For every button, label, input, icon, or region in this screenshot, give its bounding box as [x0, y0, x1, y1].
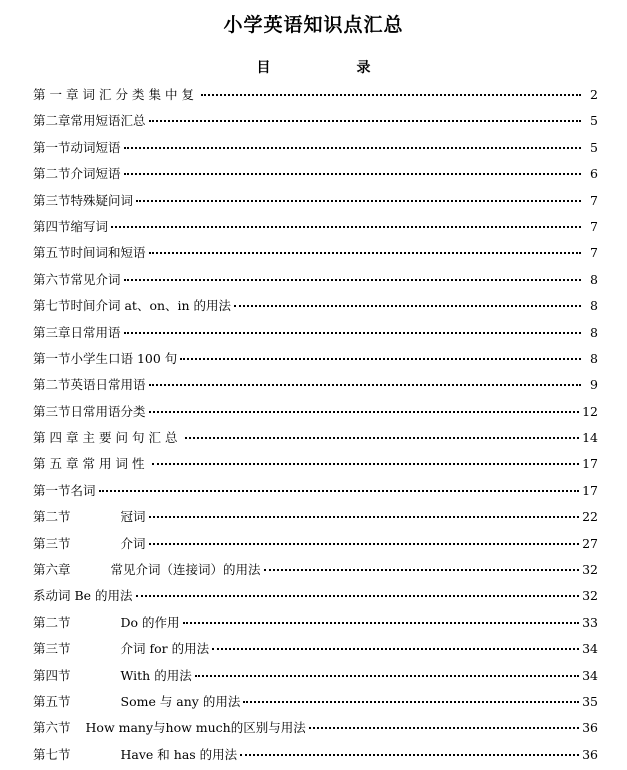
toc-entry-label [33, 82, 198, 108]
toc-entry-label-main: 第三章日常用语 [33, 324, 121, 340]
toc-entry-page-number: 32 [582, 588, 598, 604]
toc-entry-label [33, 610, 180, 636]
toc-dot-leader [201, 94, 581, 96]
toc-dot-leader [309, 727, 579, 729]
toc-entry[interactable] [33, 320, 598, 346]
toc-entry-label [33, 742, 237, 768]
toc-entry-label-main: 第二节英语日常用语 [33, 377, 146, 393]
toc-entry-label [33, 531, 146, 557]
toc-entry[interactable] [33, 742, 598, 768]
toc-entry-label-main: 第四章主要问句汇总 [33, 430, 182, 446]
toc-dot-leader [149, 543, 580, 545]
toc-entry[interactable] [33, 135, 598, 161]
toc-entry-label-main: 第五节时间词和短语 [33, 245, 146, 261]
toc-entry-label-main: 第三节 [33, 641, 71, 657]
toc-dot-leader [234, 305, 581, 307]
toc-entry-page-number: 8 [590, 324, 598, 340]
toc-entry[interactable] [33, 583, 598, 609]
toc-entry-page-number: 33 [582, 614, 598, 630]
toc-entry[interactable] [33, 188, 598, 214]
toc-entry-page-number: 12 [582, 403, 598, 419]
toc-entry[interactable] [33, 214, 598, 240]
toc-entry[interactable] [33, 715, 598, 741]
toc-dot-leader [243, 701, 579, 703]
toc-entry-label [33, 636, 209, 662]
toc-entry-page-number: 14 [582, 430, 598, 446]
toc-entry-label-main: 第七节 [33, 746, 71, 762]
toc-entry-label-main: 第二章常用短语汇总 [33, 113, 146, 129]
toc-dot-leader [136, 200, 581, 202]
toc-entry[interactable] [33, 425, 598, 451]
toc-entry-label-sub: 冠词 [120, 509, 146, 525]
toc-dot-leader [149, 516, 580, 518]
toc-entry[interactable] [33, 161, 598, 187]
toc-entry-label [33, 108, 146, 134]
document-title: 小学英语知识点汇总 [223, 14, 404, 36]
toc-dot-leader [149, 411, 580, 413]
toc-dot-leader [124, 147, 581, 149]
toc-entry-page-number: 7 [590, 218, 598, 234]
toc-entry-label-main: 第五章常用词性 [33, 456, 149, 472]
toc-heading: 目录 [256, 60, 457, 76]
toc-entry-label-main: 第一节动词短语 [33, 139, 121, 155]
toc-entry-label [33, 188, 133, 214]
toc-entry-page-number: 8 [590, 271, 598, 287]
toc-entry-label [33, 346, 177, 372]
toc-entry-page-number: 5 [590, 113, 598, 129]
toc-entry[interactable] [33, 663, 598, 689]
toc-entry-label [33, 372, 146, 398]
toc-entry-label-main: 第六节常见介词 [33, 271, 121, 287]
toc-entry-page-number: 34 [582, 667, 598, 683]
toc-entry-label-main: 第七节时间介词 at、on、in 的用法 [33, 298, 232, 314]
toc-entry-page-number: 27 [582, 535, 598, 551]
toc-entry-page-number: 6 [590, 166, 598, 182]
toc-entry-label-main: 第二节 [33, 614, 71, 630]
toc-dot-leader [149, 252, 581, 254]
toc-entry-label-main: 第三节特殊疑问词 [33, 192, 134, 208]
toc-dot-leader [124, 173, 581, 175]
toc-entry-label-main: 第二节 [33, 509, 71, 525]
toc-entry[interactable] [33, 557, 598, 583]
toc-entry[interactable] [33, 372, 598, 398]
toc-entry-page-number: 2 [590, 87, 598, 102]
toc-entry-label [33, 399, 146, 425]
toc-entry-label-main: 第一节小学生口语 100 句 [33, 350, 178, 366]
toc-entry-label [33, 135, 121, 161]
toc-entry-page-number: 9 [590, 377, 598, 393]
toc-entry[interactable] [33, 504, 598, 530]
toc-entry[interactable] [33, 451, 598, 477]
toc-entry[interactable] [33, 346, 598, 372]
toc-entry-page-number: 5 [590, 139, 598, 155]
toc-entry-label-main: 第六节 [33, 720, 71, 736]
toc-entry-page-number: 17 [582, 456, 598, 472]
toc-entry-page-number: 17 [582, 482, 598, 498]
toc-entry-label-main: 第一节名词 [33, 482, 96, 498]
toc-entry-label-main: 第二节介词短语 [33, 166, 121, 182]
toc-entry-page-number: 35 [582, 693, 598, 709]
toc-entry-label [33, 451, 149, 477]
toc-entry-label [33, 557, 261, 583]
toc-dot-leader [99, 490, 580, 492]
toc-entry[interactable] [33, 240, 598, 266]
toc-entry-page-number: 7 [590, 245, 598, 261]
toc-entry-label [33, 583, 133, 609]
toc-entry-page-number: 7 [590, 192, 598, 208]
toc-entry-page-number: 22 [582, 509, 598, 525]
toc-entry[interactable] [33, 478, 598, 504]
toc-entry-label [33, 240, 146, 266]
toc-entry-label-sub: 介词 [120, 535, 146, 551]
toc-dot-leader [185, 437, 580, 439]
toc-dot-leader [149, 120, 581, 122]
toc-entry[interactable] [33, 293, 598, 319]
toc-entry-label-main: 第五节 [33, 693, 71, 709]
toc-dot-leader [152, 463, 580, 465]
toc-entry-page-number: 36 [582, 720, 598, 736]
toc-dot-leader [149, 384, 581, 386]
toc-entry-label-main: 第六章 [33, 562, 71, 578]
toc-dot-leader [180, 358, 581, 360]
toc-entry-label [33, 267, 121, 293]
toc-dot-leader [195, 675, 579, 677]
toc-entry-label-sub: Some 与 any 的用法 [120, 693, 241, 709]
toc-entry-label [33, 161, 121, 187]
toc-entry-label [33, 320, 121, 346]
toc-dot-leader [183, 622, 580, 624]
toc-entry-label-main: 系动词 Be 的用法 [33, 588, 133, 604]
toc-entry-label-main: 第四节缩写词 [33, 218, 109, 234]
toc-entry-label [33, 478, 96, 504]
toc-entry-label-sub: How many与how much的区别与用法 [85, 720, 306, 736]
table-of-contents [33, 82, 598, 768]
toc-dot-leader [111, 226, 581, 228]
toc-entry[interactable] [33, 108, 598, 134]
toc-entry-label [33, 214, 108, 240]
toc-entry[interactable] [33, 267, 598, 293]
toc-entry-label-sub: 常见介词（连接词）的用法 [110, 562, 261, 578]
toc-dot-leader [124, 332, 581, 334]
toc-entry-page-number: 32 [582, 562, 598, 578]
toc-entry-label-sub: Have 和 has 的用法 [120, 746, 238, 762]
toc-dot-leader [240, 754, 579, 756]
toc-entry[interactable] [33, 531, 598, 557]
toc-dot-leader [136, 595, 580, 597]
toc-dot-leader [264, 569, 580, 571]
toc-entry-label-main: 第四节 [33, 667, 71, 683]
toc-entry[interactable] [33, 82, 598, 108]
toc-entry-label [33, 663, 192, 689]
toc-entry-label-sub: 介词 for 的用法 [120, 641, 210, 657]
toc-entry-page-number: 8 [590, 350, 598, 366]
toc-entry-page-number: 36 [582, 746, 598, 762]
toc-entry[interactable] [33, 636, 598, 662]
toc-entry-page-number: 8 [590, 298, 598, 314]
toc-entry-label [33, 425, 182, 451]
toc-entry-label [33, 504, 146, 530]
toc-entry[interactable] [33, 610, 598, 636]
toc-entry-page-number: 34 [582, 641, 598, 657]
toc-entry[interactable] [33, 399, 598, 425]
toc-dot-leader [212, 648, 579, 650]
toc-entry-label-main: 第一章词汇分类集中复 [33, 87, 199, 102]
toc-entry[interactable] [33, 689, 598, 715]
toc-entry-label [33, 715, 306, 741]
toc-dot-leader [124, 279, 581, 281]
toc-entry-label-sub: With 的用法 [120, 667, 192, 683]
toc-entry-label-main: 第三节 [33, 535, 71, 551]
toc-entry-label-sub: Do 的作用 [120, 614, 180, 630]
toc-entry-label-main: 第三节日常用语分类 [33, 403, 146, 419]
toc-entry-label [33, 689, 240, 715]
toc-entry-label [33, 293, 231, 319]
